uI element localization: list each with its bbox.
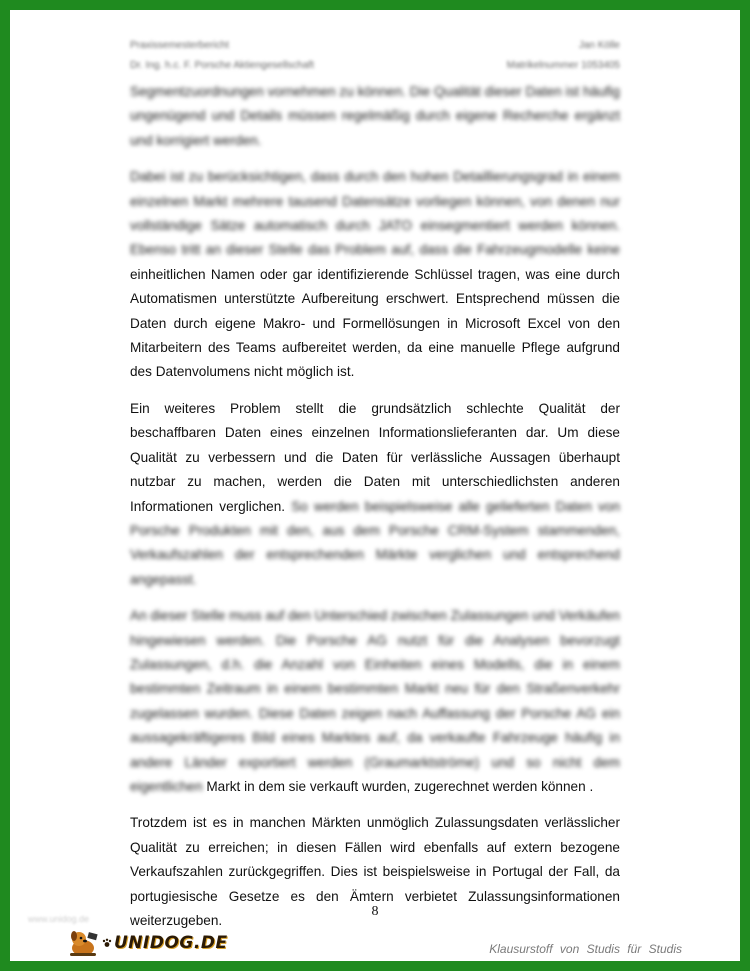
unidog-logo [66, 928, 228, 958]
paragraph-1 [130, 80, 620, 153]
header-student-id: Matrikelnummer 1053405 [506, 60, 620, 71]
paragraph-3-blurred: So werden beispielsweise alle gelieferten Daten von Porsche Produkten mit den, aus dem Porsche CRM-System stammenden, Verkaufszahlen der entsprechenden Märkte verglichen und entsprechend angepasst. [130, 498, 621, 587]
running-header [130, 40, 620, 80]
document-body [130, 80, 620, 945]
dog-mascot-icon [66, 928, 100, 958]
logo-text: UNIDOG.DE [114, 933, 228, 953]
watermark-text: www.unidog.de [28, 914, 90, 924]
header-report-title: Praxissemesterbericht [130, 40, 229, 51]
paragraph-4-blurred: An dieser Stelle muss auf den Unterschied zwischen Zulassungen und Verkäufen hingewiesen werden. Die Porsche AG nutzt für die Analysen bevorzugt Zulassungen, d.h. die Anzahl von Einheiten eines Modells, die in einem bestimmten Zeitraum in einem bestimmten Markt neu für den Straßenverkehr zugelassen wurden. Diese Daten zeigen nach Auffassung der Porsche AG ein aussagekräftigeres Bild eines Marktes auf, da verkaufte Fahrzeuge häufig in andere Länder exportiert werden (Graumarktströme) und so nicht dem eigentlichen [130, 608, 620, 794]
header-author: Jan Kölle [578, 40, 620, 51]
paragraph-1-blurred: Segmentzuordnungen vornehmen zu können. Die Qualität dieser Daten ist häufig ungenügend und Details müssen regelmäßig durch eigene Recherche ergänzt und korrigiert werden. [130, 84, 620, 148]
paragraph-3-text: Ein weiteres Problem stellt die grundsätzlich schlechte Qualität der beschaffbaren Daten eines einzelnen Informationslieferanten dar. Um diese Qualität zu verbessern und die Daten für verlässliche Aussagen überhaupt nutzbar zu machen, werden die Daten mit unterschiedlichsten anderen Informationen verglichen. [130, 400, 620, 514]
paragraph-4-text: Markt in dem sie verkauft wurden, zugerechnet werden können . [206, 778, 594, 794]
header-company: Dr. Ing. h.c. F. Porsche Aktiengesellschaft [130, 60, 314, 71]
paw-icon [102, 938, 112, 948]
paragraph-4 [130, 604, 620, 799]
footer-slogan: Klausurstoff von Studis für Studis [489, 942, 682, 956]
paragraph-5-text: Trotzdem ist es in manchen Märkten unmöglich Zulassungsdaten verlässlicher Qualität zu erreichen; in diesen Fällen wird ebenfalls auf extern bezogene Verkaufszahlen zurückgegriffen. Dies ist beispielsweise in Portugal der Fall, da portugiesische Gesetze es den Ämtern verbietet Zulassungsinformationen weiterzugeben. [130, 815, 620, 928]
paragraph-2-text: einheitlichen Namen oder gar identifizierende Schlüssel tragen, was eine durch Automatismen unterstützte Aufbereitung erschwert. Entsprechend müssen die Daten durch eigene Makro- und Formellösungen in Microsoft Excel von den Mitarbeitern des Teams aufbereitet werden, da eine manuelle Pflege aufgrund des Datenvolumens nicht möglich ist. [130, 266, 620, 380]
paragraph-2-blurred: Dabei ist zu berücksichtigen, dass durch den hohen Detaillierungsgrad in einem einzelnen Markt mehrere tausend Datensätze vorliegen können, von denen nur vollständige Sätze automatisch durch JATO einsegmentiert werden können. Ebenso tritt an dieser Stelle das Problem auf, dass die Fahrzeugmodelle keine [130, 169, 620, 258]
page-number: 8 [371, 904, 379, 919]
document-page [10, 10, 740, 961]
paragraph-2 [130, 165, 620, 385]
paragraph-3 [130, 397, 620, 592]
